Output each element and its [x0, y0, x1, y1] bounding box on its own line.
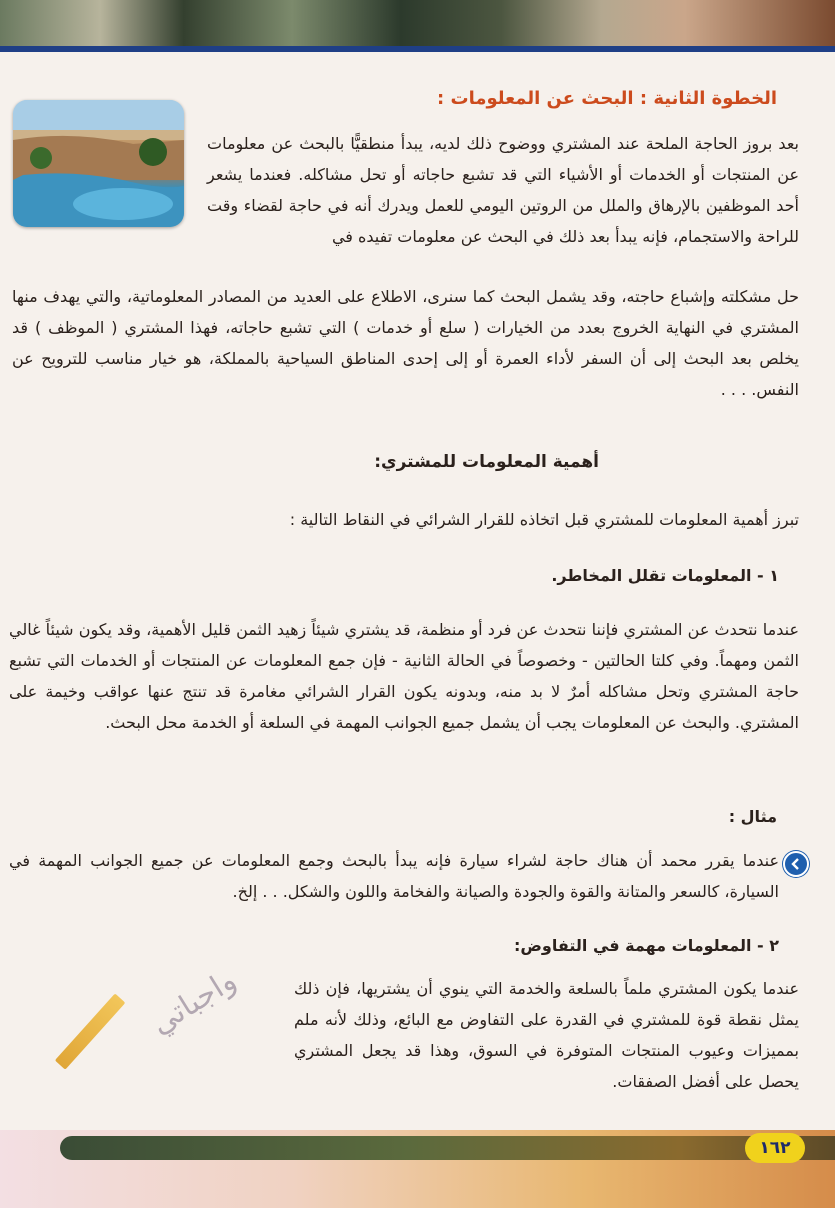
- paragraph-intro: بعد بروز الحاجة الملحة عند المشتري ووضوح ذلك لديه، يبدأ منطقيًّا بالبحث عن معلومات عن المنتجات أو الخدمات أو الأشياء التي قد تشبع حاجاته أو تحل مشاكله. فعندما يشعر أحد الموظفين بالإرهاق والملل من الروتين اليومي للعمل ويدرك أنه في حاجة لقضاء وقت للراحة والاستجمام، فإنه يبدأ بعد ذلك في البحث عن معلومات تفيده في: [207, 134, 799, 246]
- section-heading: الخطوة الثانية : البحث عن المعلومات :: [437, 88, 777, 109]
- footer-band: [60, 1136, 835, 1160]
- watermark-text: واجباتي: [145, 962, 243, 1042]
- example-text: عندما يقرر محمد أن هناك حاجة لشراء سيارة فإنه يبدأ بالبحث وجمع المعلومات عن جميع الجوانب المهمة في السيارة، كالسعر والمتانة والقوة والجودة والصيانة والفخامة واللون والشكل. . . إلخ.: [9, 851, 779, 901]
- point-2-text: عندما يكون المشتري ملماً بالسلعة والخدمة التي ينوي أن يشتريها، فإن ذلك يمثل نقطة قوة للمشتري في القدرة على التفاوض مع البائع، وذلك لأنه ملم بمميزات وعيوب المنتجات المتوفرة في السوق، وهذا قد يجعل المشتري يحصل على أفضل الصفقات.: [294, 979, 799, 1091]
- page-number: ١٦٢: [745, 1133, 805, 1163]
- point-1-text: عندما نتحدث عن المشتري فإننا نتحدث عن فرد أو منظمة، قد يشتري شيئاً زهيد الثمن قليل الأهمية، وقد يكون شيئاً غالي الثمن ومهماً. وفي كلتا الحالتين - وخصوصاً في الحالة الثانية - فإن جمع المعلومات عن المنتجات أو الخدمات التي تشبع حاجة المشتري وتحل مشاكله أمرٌ لا بد منه، وبدونه يكون القرار الشرائي مغامرة قد تنتج عنها عواقب وخيمة على المشتري. والبحث عن المعلومات يجب أن يشمل جميع الجوانب المهمة في السلعة أو الخدمة محل البحث.: [9, 620, 799, 732]
- paragraph-continuation: حل مشكلته وإشباع حاجته، وقد يشمل البحث كما سنرى، الاطلاع على العديد من المصادر المعلوماتية، والتي يهدف منها المشتري في النهاية الخروج بعدد من الخيارات ( سلع أو خدمات ) التي تشبع حاجاته، فهذا المشتري ( الموظف ) قد يخلص بعد البحث إلى أن السفر لأداء العمرة أو إلى إحدى المناطق السياحية بالمملكة، هو خيار مناسب للترويح عن النفس. . . .: [12, 287, 799, 399]
- importance-intro: تبرز أهمية المعلومات للمشتري قبل اتخاذه للقرار الشرائي في النقاط التالية :: [289, 510, 799, 529]
- point-1-heading: ١ - المعلومات تقلل المخاطر.: [551, 566, 779, 585]
- arrow-circle-icon: [783, 851, 809, 877]
- importance-heading: أهمية المعلومات للمشتري:: [374, 452, 599, 472]
- example-label: مثال :: [728, 807, 777, 826]
- point-2-heading: ٢ - المعلومات مهمة في التفاوض:: [513, 936, 779, 955]
